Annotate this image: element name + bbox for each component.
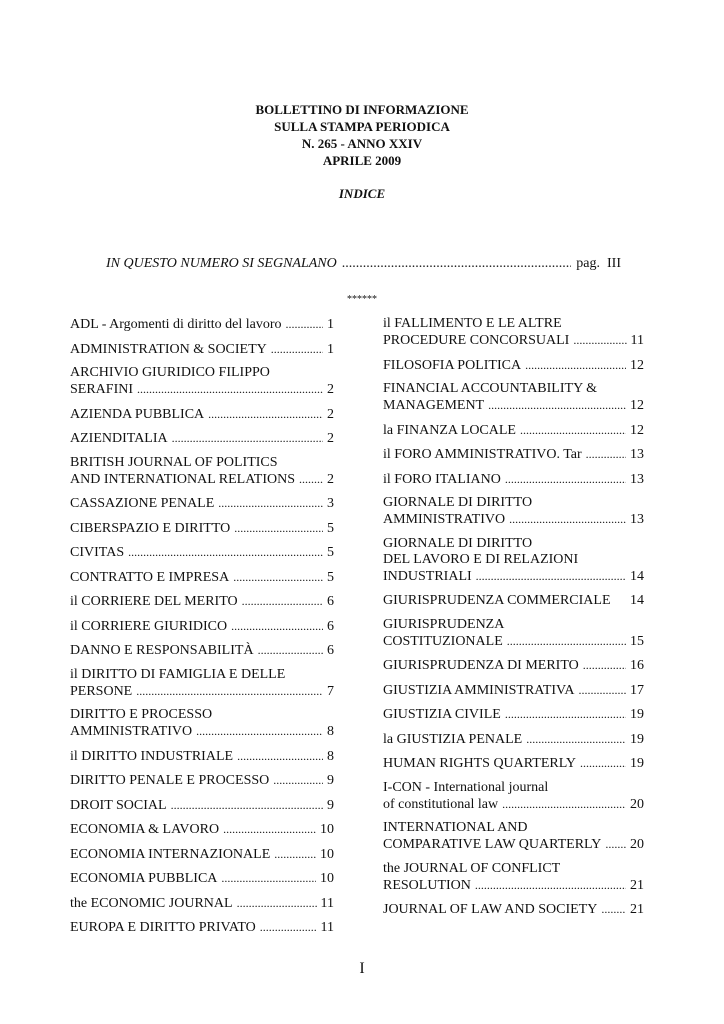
index-entry-title-line: GIURISPRUDENZA [383,616,505,632]
index-entry-title: DROIT SOCIAL [70,797,167,813]
dot-leader [580,755,626,771]
index-entry-page: 19 [630,707,644,722]
index-entry-title: INDUSTRIALI [383,568,472,584]
index-entry[interactable] [70,316,334,333]
index-entry-title-line: il FALLIMENTO E LE ALTRE [383,316,562,331]
dot-leader [509,511,626,527]
index-entry[interactable] [70,772,334,789]
dot-leader [274,846,316,862]
index-entry[interactable] [70,667,334,700]
index-entry-page: 21 [630,877,644,893]
index-entry-page: 12 [630,398,644,413]
index-entry-title: EUROPA E DIRITTO PRIVATO [70,920,256,935]
index-entry-page: 5 [327,545,334,560]
index-entry-title-line: BRITISH JOURNAL OF POLITICS [70,454,278,470]
index-entry-title: ECONOMIA & LAVORO [70,822,220,837]
index-entry[interactable] [383,617,644,650]
index-entry[interactable] [70,593,334,610]
page-number: I [359,960,365,977]
index-entry-page: 9 [327,797,334,813]
index-entry[interactable] [70,846,334,863]
index-entry[interactable] [383,706,644,723]
index-column-left [70,316,334,944]
index-entry-page: 5 [327,520,334,536]
index-entry-title-line: I-CON - International journal [383,779,549,795]
index-entry[interactable] [383,446,644,463]
index-entry-page: 6 [327,594,334,609]
index-entry-page: 19 [630,731,644,747]
index-entry[interactable] [383,861,644,894]
index-entry-title-line: GIORNALE DI DIRITTO [383,495,533,510]
index-entry-page: 6 [327,618,334,634]
index-entry-title: PERSONE [70,683,133,699]
dot-leader [525,357,626,373]
index-entry-page: 2 [327,431,334,446]
index-entry[interactable] [383,381,644,414]
index-entry-title: DANNO E RESPONSABILITÀ [70,643,254,658]
index-entry[interactable] [383,657,644,674]
index-entry[interactable] [70,430,334,447]
dot-leader [273,772,323,788]
index-entry[interactable] [383,471,644,488]
index-entry-page: 2 [327,471,334,487]
index-heading: INDICE [338,186,386,201]
index-entry-page: 12 [630,422,644,438]
index-entry-title: PROCEDURE CONCORSUALI [383,333,570,348]
dot-leader [507,633,626,649]
index-entry-title: il CORRIERE DEL MERITO [70,594,238,609]
dot-leader [520,422,626,438]
index-entry-page: 1 [327,317,334,332]
dot-leader [586,446,626,462]
index-entry[interactable] [70,870,334,887]
index-entry-page: 13 [630,512,644,527]
index-entry-title-line: the JOURNAL OF CONFLICT [383,860,561,876]
index-entry-title: GIUSTIZIA CIVILE [383,707,501,722]
index-entry-title: CASSAZIONE PENALE [70,496,215,511]
index-entry-page: 2 [327,382,334,397]
index-entry[interactable] [383,820,644,853]
index-entry-page: 20 [630,796,644,812]
index-entry-page: 10 [320,846,334,862]
index-entry[interactable] [70,520,334,537]
index-entry-title-line: GIORNALE DI DIRITTO [383,535,533,551]
dot-leader [231,618,323,634]
dot-leader [233,569,323,585]
index-entry-title: HUMAN RIGHTS QUARTERLY [383,756,576,771]
index-entry[interactable] [383,731,644,748]
index-entry-title: AZIENDITALIA [70,431,168,446]
dot-leader [260,919,317,935]
index-entry[interactable] [70,895,334,912]
index-entry-title: CIVITAS [70,545,125,560]
index-entry[interactable] [70,797,334,814]
index-entry-page: 1 [327,341,334,357]
index-entry-page: 14 [630,593,644,608]
highlight-page: pag. III [576,256,621,271]
index-entry[interactable] [70,455,334,488]
index-entry-title: COMPARATIVE LAW QUARTERLY [383,837,602,852]
index-entry-page: 8 [327,748,334,764]
dot-leader [505,471,626,487]
dot-leader [221,870,316,886]
index-entry[interactable] [70,748,334,765]
index-entry-title: RESOLUTION [383,877,471,893]
index-entry-title: ECONOMIA INTERNAZIONALE [70,846,271,862]
index-entry-page: 8 [327,724,334,739]
index-entry-title: CIBERSPAZIO E DIRITTO [70,520,231,536]
index-entry-title-line: FINANCIAL ACCOUNTABILITY & [383,381,598,396]
index-entry-title: DIRITTO PENALE E PROCESSO [70,773,270,788]
dot-leader [137,381,323,397]
index-entry-page: 10 [320,822,334,837]
dot-leader [605,836,626,852]
index-entry-title-line: ARCHIVIO GIURIDICO FILIPPO [70,365,270,380]
index-entry-title: GIURISPRUDENZA COMMERCIALE [383,593,611,608]
dot-leader [208,406,323,422]
index-entry[interactable] [383,901,644,918]
index-entry-title: GIURISPRUDENZA DI MERITO [383,658,579,673]
dot-leader [258,642,323,658]
dot-leader [601,901,626,917]
index-entry-title-line: DEL LAVORO E DI RELAZIONI [383,551,579,567]
dot-leader [475,877,626,893]
index-entry-title-line: il DIRITTO DI FAMIGLIA E DELLE [70,666,286,682]
index-entry-title-line: INTERNATIONAL AND [383,820,528,835]
dot-leader [526,731,626,747]
index-entry[interactable] [70,495,334,512]
header-title-line-2: SULLA STAMPA PERIODICA [274,119,450,134]
dot-leader [223,821,316,837]
index-entry[interactable] [70,406,334,423]
index-entry-title: ADL - Argomenti di diritto del lavoro [70,317,282,332]
dot-leader [237,895,317,911]
index-entry-page: 3 [327,496,334,511]
index-entry[interactable] [383,422,644,439]
highlight-label: IN QUESTO NUMERO SI SEGNALANO [106,256,337,271]
index-entry[interactable] [70,569,334,586]
index-entry-page: 21 [630,902,644,917]
index-entry-page: 14 [630,568,644,584]
index-entry[interactable] [383,357,644,374]
index-entry-title: ECONOMIA PUBBLICA [70,871,218,886]
index-entry-title: JOURNAL OF LAW AND SOCIETY [383,902,598,917]
dot-leader [573,332,626,348]
index-entry-page: 12 [630,357,644,373]
index-entry-title: il DIRITTO INDUSTRIALE [70,748,234,764]
dot-leader [502,796,626,812]
header-issue-date: APRILE 2009 [322,153,402,168]
index-entry[interactable] [383,495,644,528]
index-entry-title: AMMINISTRATIVO [70,724,193,739]
index-entry[interactable] [383,592,644,609]
header-issue-number: N. 265 - ANNO XXIV [301,136,423,151]
index-entry-title: la GIUSTIZIA PENALE [383,731,523,747]
dot-leader [476,568,626,584]
index-entry-title: AZIENDA PUBBLICA [70,406,205,422]
index-entry[interactable] [70,707,334,740]
index-entry-page: 19 [630,756,644,771]
dot-leader [583,657,626,673]
index-entry-title: la FINANZA LOCALE [383,422,516,438]
separator: ****** [347,294,377,305]
dot-leader [237,748,323,764]
index-entry-title: COSTITUZIONALE [383,633,503,649]
index-entry-page: 16 [630,658,644,673]
index-entry-page: 10 [320,871,334,886]
header-title-line-1: BOLLETTINO DI INFORMAZIONE [255,102,469,117]
index-entry[interactable] [70,919,334,936]
document-header [0,101,724,202]
index-entry-page: 2 [327,406,334,422]
index-entry-page: 11 [630,333,644,348]
index-entry-title: GIUSTIZIA AMMINISTRATIVA [383,682,575,698]
index-entry[interactable] [70,544,334,561]
index-entry-page: 15 [630,633,644,649]
index-entry[interactable] [383,536,644,585]
index-entry-title: CONTRATTO E IMPRESA [70,569,230,585]
dot-leader [299,471,323,487]
index-entry[interactable] [383,316,644,349]
index-entry-title: FILOSOFIA POLITICA [383,357,522,373]
index-entry-title-line: DIRITTO E PROCESSO [70,707,213,722]
dot-leader [196,723,323,739]
index-entry-page: 11 [320,895,334,911]
index-entry-title: il FORO AMMINISTRATIVO. Tar [383,447,582,462]
index-entry[interactable] [70,341,334,358]
index-entry-page: 17 [630,682,644,698]
index-entry-page: 6 [327,643,334,658]
index-entry-title: ADMINISTRATION & SOCIETY [70,341,267,357]
index-entry[interactable] [70,365,334,398]
index-entry-page: 13 [630,471,644,487]
dot-leader [505,706,626,722]
index-entry[interactable] [70,821,334,838]
dot-leader [171,797,323,813]
index-entry[interactable] [70,642,334,659]
index-entry-title: AMMINISTRATIVO [383,512,506,527]
index-entry-title: il CORRIERE GIURIDICO [70,618,228,634]
highlight-entry[interactable] [106,256,621,272]
dot-leader [234,520,323,536]
index-entry-page: 13 [630,447,644,462]
index-entry[interactable] [70,618,334,635]
index-entry-title: AND INTERNATIONAL RELATIONS [70,471,296,487]
dot-leader [488,397,626,413]
dot-leader [242,593,323,609]
dot-leader [271,341,323,357]
dot-leader [218,495,323,511]
index-entry[interactable] [383,682,644,699]
index-entry-title: SERAFINI [70,382,134,397]
dot-leader [128,544,323,560]
index-entry[interactable] [383,780,644,813]
index-column-right [383,316,644,926]
dot-leader [578,682,626,698]
dot-leader [172,430,323,446]
dot-leader [286,316,323,332]
index-entry-page: 5 [327,569,334,585]
index-entry-page: 20 [630,837,644,852]
index-entry[interactable] [383,755,644,772]
index-entry-page: 11 [320,920,334,935]
index-entry-title: of constitutional law [383,796,499,812]
index-entry-page: 9 [327,773,334,788]
index-entry-title: il FORO ITALIANO [383,471,501,487]
dot-leader [342,256,572,272]
dot-leader [136,683,323,699]
index-entry-title: MANAGEMENT [383,398,485,413]
index-entry-title: the ECONOMIC JOURNAL [70,895,233,911]
index-entry-page: 7 [327,683,334,699]
